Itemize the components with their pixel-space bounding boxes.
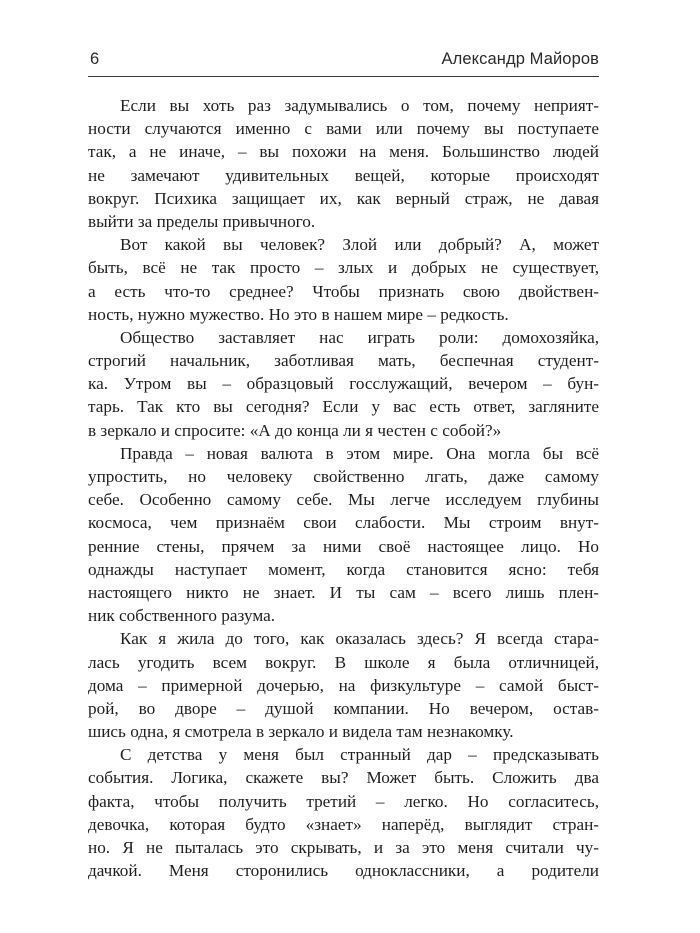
paragraph xyxy=(88,94,599,233)
text-line: Как я жила до того, как оказалась здесь? Я всегда стара- xyxy=(120,629,599,649)
paragraph xyxy=(88,233,599,326)
text-line: а есть что-то среднее? Чтобы признать свою двойствен- xyxy=(88,281,599,301)
text-line: С детства у меня был странный дар – предсказывать xyxy=(120,745,599,765)
text-line: упростить, но человеку свойственно лгать, даже самому xyxy=(88,467,599,486)
text-line: себе. Особенно самому себе. Мы легче исследуем глубины xyxy=(88,490,599,510)
text-line: события. Логика, скажете вы? Может быть. Сложить два xyxy=(88,768,599,788)
running-title: Александр Майоров xyxy=(441,50,599,68)
text-line: но. Я не пыталась это скрывать, и за это меня считали чу- xyxy=(88,838,599,857)
text-line: строгий начальник, заботливая мать, беспечная студент- xyxy=(88,351,599,371)
paragraph xyxy=(88,743,599,882)
text-line: быть, всё не так просто – злых и добрых не существует, xyxy=(88,258,599,278)
text-line: ности случаются именно с вами или почему вы поступаете xyxy=(88,119,599,139)
text-line: ность, нужно мужество. Но это в нашем мире – редкость. xyxy=(88,304,509,324)
page-number: 6 xyxy=(90,50,100,68)
header-rule xyxy=(88,76,599,77)
text-line: космоса, чем признаём свои слабости. Мы строим внут- xyxy=(88,513,599,533)
text-line: лась угодить всем вокруг. В школе я была отличницей, xyxy=(88,652,599,672)
text-line: вокруг. Психика защищает их, как верный страж, не давая xyxy=(88,188,599,208)
text-line: настоящего никто не знает. И ты сам – всего лишь плен- xyxy=(88,582,599,602)
text-line: ник собственного разума. xyxy=(88,606,275,626)
text-line: Правда – новая валюта в этом мире. Она могла бы всё xyxy=(120,443,599,463)
text-line: рой, во дворе – душой компании. Но вечером, остав- xyxy=(88,698,599,718)
text-line: тарь. Так кто вы сегодня? Если у вас есть ответ, загляните xyxy=(88,397,599,417)
text-line: Если вы хоть раз задумывались о том, почему неприят- xyxy=(120,96,599,115)
text-line: дома – примерной дочерью, на физкультуре – самой быст- xyxy=(88,675,599,695)
text-line: в зеркало и спросите: «А до конца ли я честен с собой?» xyxy=(88,420,502,440)
text-line: ка. Утром вы – образцовый госслужащий, вечером – бун- xyxy=(88,374,599,394)
text-line: шись одна, я смотрела в зеркало и видела там незнакомку. xyxy=(88,722,514,742)
paragraph xyxy=(88,326,599,442)
paragraph xyxy=(88,627,599,743)
text-line: однажды наступает момент, когда становится ясно: тебя xyxy=(88,559,599,579)
text-line: Общество заставляет нас играть роли: домохозяйка, xyxy=(120,327,599,347)
text-line: не замечают удивительных вещей, которые происходят xyxy=(88,165,599,185)
body-text xyxy=(88,94,599,882)
text-line: девочка, которая будто «знает» наперёд, выглядит стран- xyxy=(88,814,599,834)
page-header xyxy=(88,50,599,76)
text-line: выйти за пределы привычного. xyxy=(88,211,316,231)
text-line: дачкой. Меня сторонились одноклассники, а родители xyxy=(88,861,599,881)
text-line: факта, чтобы получить третий – легко. Но согласитесь, xyxy=(88,791,599,811)
text-line: так, а не иначе, – вы похожи на меня. Большинство людей xyxy=(88,142,599,162)
text-line: Вот какой вы человек? Злой или добрый? А, может xyxy=(120,235,599,255)
paragraph xyxy=(88,442,599,628)
text-line: ренние стены, прячем за ними своё настоящее лицо. Но xyxy=(88,536,599,556)
